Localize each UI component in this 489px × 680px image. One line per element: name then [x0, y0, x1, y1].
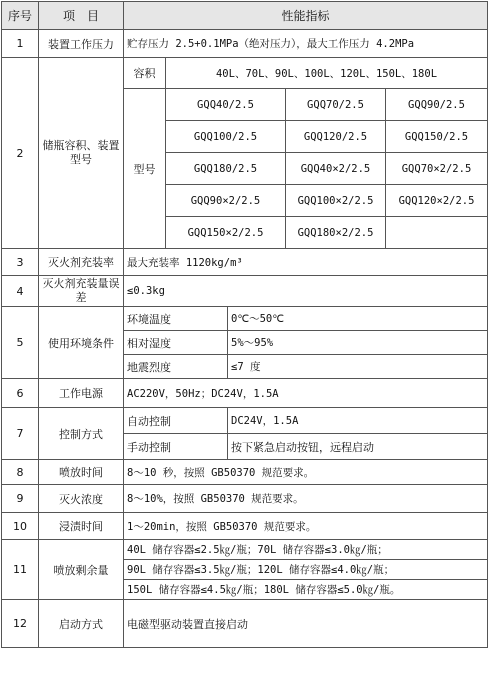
row-no: 12: [2, 600, 39, 648]
row-no: 7: [2, 408, 39, 460]
model-cell: GQQ90×2/2.5: [166, 185, 286, 217]
spec-table: [1, 1, 488, 648]
model-cell: GQQ40/2.5: [166, 89, 286, 121]
table-row: [2, 600, 488, 648]
model-label: 型号: [124, 89, 166, 249]
sub-value: 按下紧急启动按钮，远程启动: [228, 434, 488, 460]
row-item: 灭火剂充装率: [39, 249, 124, 276]
model-cell: GQQ40×2/2.5: [286, 153, 386, 185]
sub-value: ≤7 度: [228, 355, 488, 379]
table-row: [2, 30, 488, 58]
row-no: 4: [2, 276, 39, 307]
row-spec: 8～10 秒，按照 GB50370 规范要求。: [124, 460, 488, 485]
row-item: 灭火剂充装量误差: [39, 276, 124, 307]
row-item: 启动方式: [39, 600, 124, 648]
residual-line: 150L 储存容器≤4.5㎏/瓶；180L 储存容器≤5.0㎏/瓶。: [124, 580, 488, 600]
residual-line: 40L 储存容器≤2.5㎏/瓶；70L 储存容器≤3.0㎏/瓶；: [124, 540, 488, 560]
table-row: [2, 379, 488, 408]
header-spec: 性能指标: [124, 2, 488, 30]
model-cell: GQQ120×2/2.5: [386, 185, 488, 217]
table-row: [2, 540, 488, 560]
spec-table-wrapper: [1, 1, 487, 648]
model-cell: GQQ90/2.5: [386, 89, 488, 121]
row-no: 1: [2, 30, 39, 58]
row-spec: 1～20min，按照 GB50370 规范要求。: [124, 513, 488, 540]
sub-label: 环境温度: [124, 307, 228, 331]
volume-values: 40L、70L、90L、100L、120L、150L、180L: [166, 58, 488, 89]
table-row: [2, 58, 488, 89]
row-item: 工作电源: [39, 379, 124, 408]
row-spec: AC220V，50Hz；DC24V，1.5A: [124, 379, 488, 408]
sub-label: 手动控制: [124, 434, 228, 460]
row-no: 11: [2, 540, 39, 600]
model-cell: GQQ180×2/2.5: [286, 217, 386, 249]
model-cell: GQQ100/2.5: [166, 121, 286, 153]
table-row: [2, 307, 488, 331]
model-cell: GQQ120/2.5: [286, 121, 386, 153]
row-no: 9: [2, 485, 39, 513]
header-no: 序号: [2, 2, 39, 30]
header-item: 项 目: [39, 2, 124, 30]
sub-label: 相对湿度: [124, 331, 228, 355]
row-item: 灭火浓度: [39, 485, 124, 513]
sub-label: 自动控制: [124, 408, 228, 434]
model-cell: GQQ180/2.5: [166, 153, 286, 185]
residual-line: 90L 储存容器≤3.5㎏/瓶；120L 储存容器≤4.0㎏/瓶；: [124, 560, 488, 580]
row-no: 8: [2, 460, 39, 485]
table-row: [2, 276, 488, 307]
model-cell: GQQ70/2.5: [286, 89, 386, 121]
model-cell: GQQ100×2/2.5: [286, 185, 386, 217]
row-item: 控制方式: [39, 408, 124, 460]
row-spec: 最大充装率 1120kg/m³: [124, 249, 488, 276]
table-row: [2, 408, 488, 434]
row-no: 10: [2, 513, 39, 540]
header-row: [2, 2, 488, 30]
model-cell: GQQ150×2/2.5: [166, 217, 286, 249]
row-no: 3: [2, 249, 39, 276]
table-row: [2, 513, 488, 540]
row-item: 浸渍时间: [39, 513, 124, 540]
row-item: 喷放时间: [39, 460, 124, 485]
row-no: 6: [2, 379, 39, 408]
row-spec: 8～10%，按照 GB50370 规范要求。: [124, 485, 488, 513]
sub-value: 5%～95%: [228, 331, 488, 355]
row-item: 装置工作压力: [39, 30, 124, 58]
row-spec: 贮存压力 2.5+0.1MPa（绝对压力），最大工作压力 4.2MPa: [124, 30, 488, 58]
row-no: 5: [2, 307, 39, 379]
row-item: 喷放剩余量: [39, 540, 124, 600]
sub-value: 0℃～50℃: [228, 307, 488, 331]
row-item: 使用环境条件: [39, 307, 124, 379]
sub-label: 地震烈度: [124, 355, 228, 379]
volume-label: 容积: [124, 58, 166, 89]
model-cell: [386, 217, 488, 249]
model-cell: GQQ70×2/2.5: [386, 153, 488, 185]
row-item: 储瓶容积、装置型号: [39, 58, 124, 249]
model-cell: GQQ150/2.5: [386, 121, 488, 153]
row-spec: 电磁型驱动装置直接启动: [124, 600, 488, 648]
table-row: [2, 460, 488, 485]
table-row: [2, 485, 488, 513]
row-no: 2: [2, 58, 39, 249]
row-spec: ≤0.3kg: [124, 276, 488, 307]
sub-value: DC24V，1.5A: [228, 408, 488, 434]
table-row: [2, 249, 488, 276]
